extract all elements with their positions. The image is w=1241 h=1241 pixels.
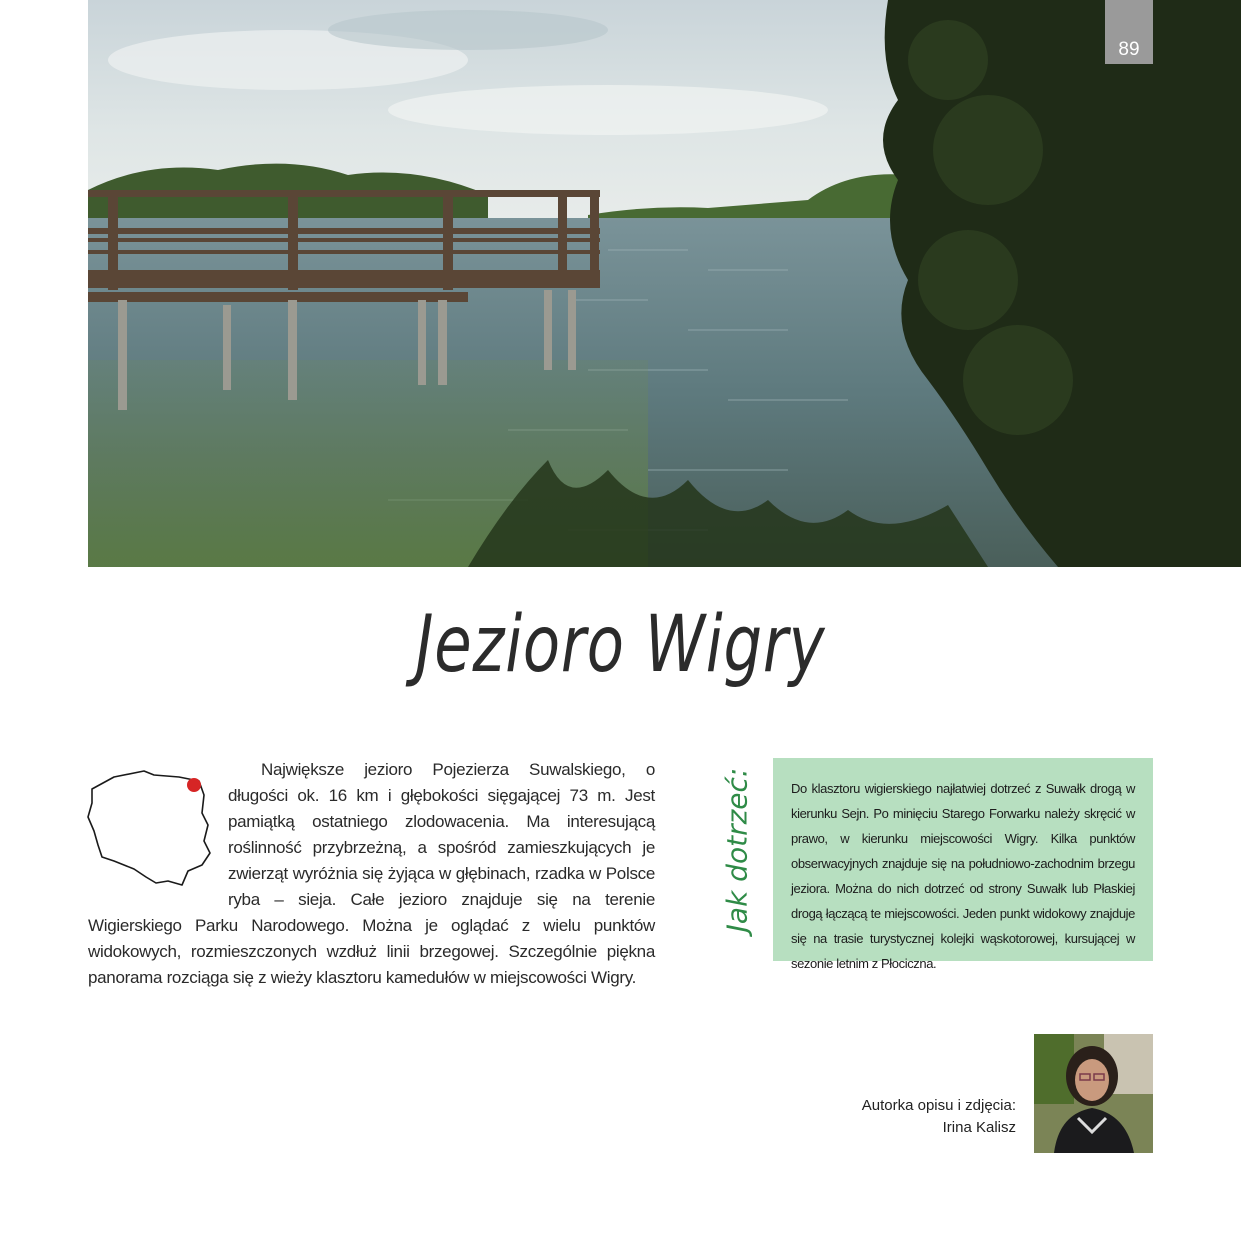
description-text: Największe jezioro Pojezierza Suwalskiego, o długości ok. 16 km i głębokości sięgającej 73 m. Jest pamiątką ostatniego zlodowacenia. Ma interesującą roślinność przybrzeżną, a spośród zamieszkujących je zwierząt wyróżnia się żyjąca w głębinach, rzadka w Polsce ryba – sieja. Całe jezioro znajduje się na terenie Wigierskiego Parku Narodowego. Można je oglądać z wielu punktów widokowych, rozmieszczonych wzdłuż linii brzegowej. Szczególnie piękna panorama rozciąga się z wieży klasztoru kamedułów w miejscowości Wigry. — [88, 760, 655, 987]
lake-photo — [88, 0, 1241, 567]
author-caption-block — [820, 1095, 1016, 1139]
page-number-badge — [1105, 0, 1153, 64]
author-name: Irina Kalisz — [942, 1119, 1016, 1136]
page-title: Jezioro Wigry — [415, 600, 826, 690]
page-number: 89 — [1118, 39, 1140, 60]
how-to-get-box — [773, 758, 1153, 971]
how-to-get-text: Do klasztoru wigierskiego najłatwiej dotrzeć z Suwałk drogą w kierunku Sejn. Po minięciu Starego Forwarku należy skręcić w prawo, w kierunku miejscowości Wigry. Kilka punktów obserwacyjnych znajduje się na południowo-zachodnim brzegu jeziora. Można do nich dotrzeć od strony Suwałk lub Płaskiej drogą łączącą te miejscowości. Jeden punkt widokowy znajduje się na trasie turystycznej kolejki wąskotorowej, kursującej w sezonie letnim z Płociczna. — [791, 781, 1135, 971]
how-to-get-label-text: Jak dotrzeć: — [720, 767, 754, 933]
description-block — [88, 757, 655, 991]
how-to-get-label — [712, 760, 762, 940]
author-caption: Autorka opisu i zdjęcia: — [861, 1097, 1016, 1114]
author-portrait — [1034, 1034, 1153, 1153]
